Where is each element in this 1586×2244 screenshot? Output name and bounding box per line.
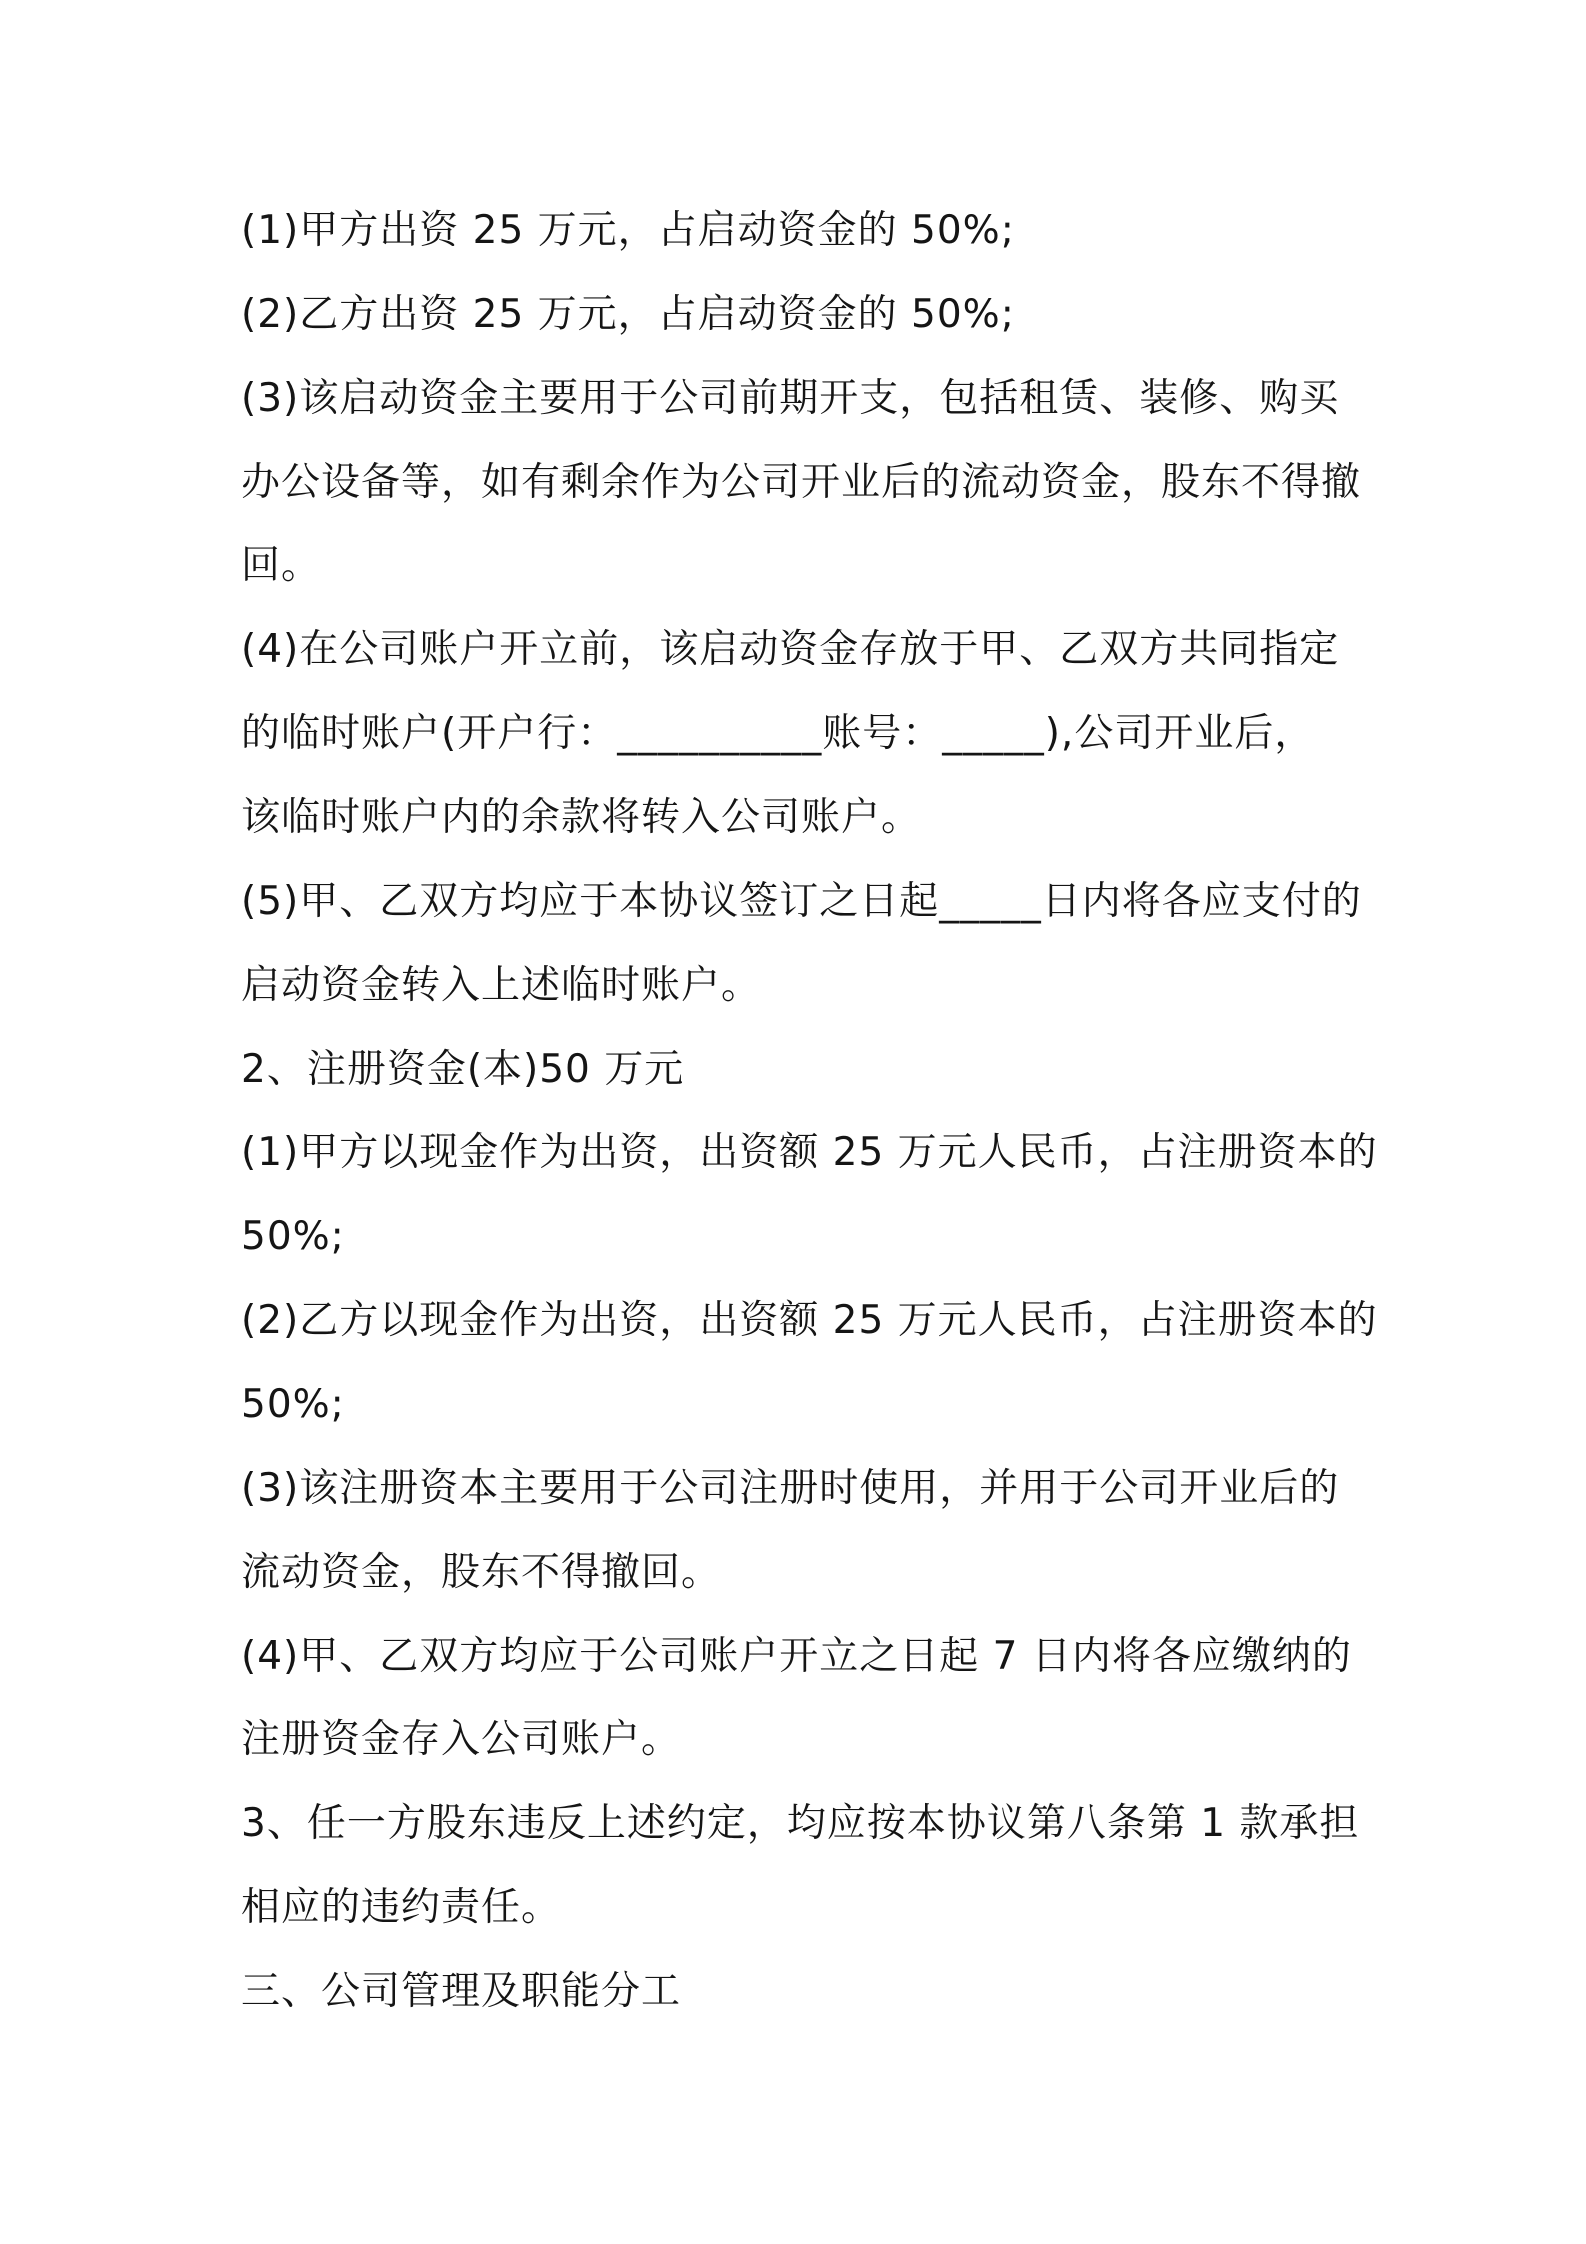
text-line-5: 回。	[241, 543, 322, 588]
text-line-14: (2)乙方以现金作为出资，出资额 25 万元人民币，占注册资本的	[241, 1298, 1378, 1343]
text-line-6: (4)在公司账户开立前，该启动资金存放于甲、乙双方共同指定	[241, 627, 1340, 672]
section-heading: 三、公司管理及职能分工	[241, 1969, 682, 2014]
text-line-21: 相应的违约责任。	[241, 1885, 562, 1930]
text-line-16: (3)该注册资本主要用于公司注册时使用，并用于公司开业后的	[241, 1466, 1340, 1511]
text-line-15: 50%;	[241, 1382, 345, 1427]
text-line-12: (1)甲方以现金作为出资，出资额 25 万元人民币，占注册资本的	[241, 1130, 1378, 1175]
text-line-4: 办公设备等，如有剩余作为公司开业后的流动资金，股东不得撤	[241, 460, 1362, 505]
text-line-7: 的临时账户(开户行：__________账号：_____),公司开业后，	[241, 711, 1315, 756]
text-line-20: 3、任一方股东违反上述约定，均应按本协议第八条第 1 款承担	[241, 1801, 1360, 1846]
text-line-8: 该临时账户内的余款将转入公司账户。	[241, 795, 922, 840]
text-line-3: (3)该启动资金主要用于公司前期开支，包括租赁、装修、购买	[241, 376, 1340, 421]
text-line-10: 启动资金转入上述临时账户。	[241, 963, 762, 1008]
text-line-1: (1)甲方出资 25 万元，占启动资金的 50%;	[241, 208, 1015, 253]
text-line-9: (5)甲、乙双方均应于本协议签订之日起_____日内将各应支付的	[241, 879, 1362, 924]
text-line-19: 注册资金存入公司账户。	[241, 1717, 682, 1762]
text-line-11: 2、注册资金(本)50 万元	[241, 1047, 685, 1092]
text-line-2: (2)乙方出资 25 万元，占启动资金的 50%;	[241, 292, 1015, 337]
text-line-17: 流动资金，股东不得撤回。	[241, 1550, 722, 1595]
text-line-18: (4)甲、乙双方均应于公司账户开立之日起 7 日内将各应缴纳的	[241, 1634, 1352, 1679]
text-line-13: 50%;	[241, 1214, 345, 1259]
